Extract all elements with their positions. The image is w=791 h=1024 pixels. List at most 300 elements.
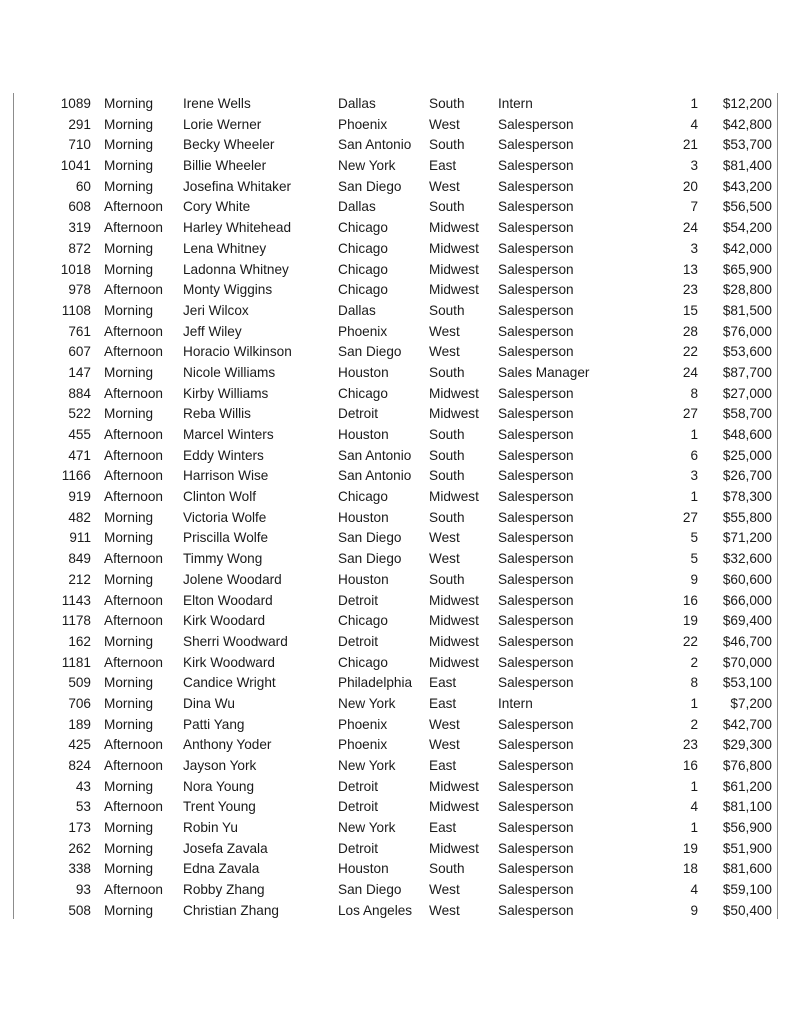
table-row [0,818,791,839]
city-cell: Philadelphia [338,675,413,691]
years-cell: 27 [682,509,698,525]
city-cell: Chicago [338,240,388,256]
city-cell: Chicago [338,220,388,236]
years-cell: 6 [690,447,698,463]
shift-cell: Morning [104,137,154,153]
employee-id-cell: 147 [68,364,91,380]
region-cell: West [429,716,460,732]
shift-cell: Morning [104,178,154,194]
region-cell: Midwest [429,489,479,505]
salary-cell: $42,000 [722,240,772,256]
salary-cell: $69,400 [722,613,772,629]
table-row [0,280,791,301]
shift-cell: Morning [104,633,154,649]
job-title-cell: Salesperson [498,199,574,215]
region-cell: Midwest [429,282,479,298]
region-cell: West [429,116,460,132]
city-cell: Phoenix [338,716,388,732]
years-cell: 22 [682,633,698,649]
employee-id-cell: 1181 [61,654,91,670]
job-title-cell: Salesperson [498,592,574,608]
job-title-cell: Salesperson [498,820,574,836]
job-title-cell: Salesperson [498,489,574,505]
employee-id-cell: 761 [68,323,91,339]
city-cell: Houston [338,427,389,442]
employee-id-cell: 173 [68,820,91,836]
years-cell: 8 [690,675,698,691]
salary-cell: $81,400 [722,158,772,174]
region-cell: South [429,447,465,463]
employee-name-cell: Josefina Whitaker [183,178,292,194]
salary-cell: $46,700 [722,633,772,649]
region-cell: West [429,882,460,898]
job-title-cell: Salesperson [498,261,574,277]
salary-cell: $56,500 [722,199,772,215]
employee-id-cell: 824 [68,758,91,773]
table-row [0,115,791,136]
region-cell: South [429,861,465,877]
shift-cell: Morning [104,902,154,918]
years-cell: 18 [682,861,698,877]
employee-id-cell: 262 [68,840,91,856]
shift-cell: Afternoon [104,323,163,339]
years-cell: 24 [682,364,698,380]
region-cell: West [429,344,460,360]
salary-cell: $43,200 [722,178,772,194]
table-row [0,591,791,612]
job-title-cell: Salesperson [498,282,574,298]
salary-cell: $42,800 [722,116,772,132]
employee-id-cell: 53 [75,799,91,815]
city-cell: Chicago [338,489,388,505]
employee-id-cell: 212 [68,571,91,587]
job-title-cell: Salesperson [498,861,574,877]
employee-id-cell: 162 [68,633,91,649]
employee-name-cell: Eddy Winters [183,447,264,463]
shift-cell: Afternoon [104,758,163,773]
shift-cell: Morning [104,261,154,277]
job-title-cell: Salesperson [498,571,574,587]
city-cell: San Antonio [338,468,412,484]
years-cell: 19 [682,613,698,629]
years-cell: 21 [682,137,698,153]
city-cell: Phoenix [338,116,388,132]
table-row [0,508,791,529]
shift-cell: Morning [104,406,154,422]
table-row [0,839,791,860]
employee-name-cell: Billie Wheeler [183,158,267,174]
table-row [0,322,791,343]
salary-cell: $56,900 [722,820,772,836]
employee-id-cell: 319 [68,220,91,236]
region-cell: Midwest [429,592,479,608]
employee-name-cell: Clinton Wolf [183,489,257,505]
salary-cell: $50,400 [722,902,772,918]
years-cell: 1 [690,427,698,442]
years-cell: 19 [682,840,698,856]
region-cell: East [429,758,457,773]
shift-cell: Morning [104,861,154,877]
table-row [0,735,791,756]
employee-id-cell: 1166 [61,468,91,484]
shift-cell: Afternoon [104,551,163,567]
salary-cell: $78,300 [722,489,772,505]
job-title-cell: Salesperson [498,344,574,360]
region-cell: West [429,178,460,194]
city-cell: Phoenix [338,323,388,339]
employee-name-cell: Josefa Zavala [183,840,268,856]
employee-name-cell: Elton Woodard [183,592,273,608]
shift-cell: Morning [104,571,154,587]
region-cell: West [429,530,460,546]
employee-id-cell: 43 [75,778,91,794]
region-cell: Midwest [429,613,479,629]
table-row [0,715,791,736]
table-row [0,301,791,322]
table-row [0,94,791,115]
table-row [0,632,791,653]
employee-name-cell: Priscilla Wolfe [183,530,269,546]
salary-cell: $76,800 [722,758,772,773]
region-cell: South [429,571,465,587]
years-cell: 22 [682,344,698,360]
employee-id-cell: 706 [68,695,91,711]
shift-cell: Afternoon [104,447,163,463]
region-cell: Midwest [429,220,479,236]
job-title-cell: Salesperson [498,323,574,339]
table-row [0,880,791,901]
job-title-cell: Salesperson [498,137,574,153]
years-cell: 3 [690,240,698,256]
salary-cell: $61,200 [722,778,772,794]
city-cell: Dallas [338,302,376,318]
employee-name-cell: Anthony Yoder [183,737,272,753]
region-cell: Midwest [429,240,479,256]
region-cell: Midwest [429,261,479,277]
job-title-cell: Salesperson [498,447,574,463]
years-cell: 1 [690,489,698,505]
years-cell: 4 [690,882,698,898]
table-row [0,487,791,508]
salary-cell: $65,900 [722,261,772,277]
employee-name-cell: Dina Wu [183,695,235,711]
table-row [0,466,791,487]
employee-id-cell: 1108 [61,302,91,318]
employee-name-cell: Marcel Winters [183,427,274,442]
job-title-cell: Salesperson [498,509,574,525]
city-cell: Detroit [338,633,379,649]
employee-id-cell: 849 [68,551,91,567]
salary-cell: $29,300 [722,737,772,753]
job-title-cell: Salesperson [498,613,574,629]
table-row [0,404,791,425]
employee-id-cell: 872 [68,240,91,256]
region-cell: East [429,158,457,174]
table-row [0,528,791,549]
job-title-cell: Salesperson [498,882,574,898]
years-cell: 1 [690,778,698,794]
table-row [0,177,791,198]
salary-cell: $26,700 [722,468,772,484]
years-cell: 3 [690,158,698,174]
city-cell: San Antonio [338,137,412,153]
job-title-cell: Salesperson [498,302,574,318]
city-cell: San Diego [338,178,402,194]
employee-id-cell: 338 [68,861,91,877]
job-title-cell: Salesperson [498,427,574,442]
employee-table [0,94,791,922]
shift-cell: Afternoon [104,613,163,629]
employee-name-cell: Kirby Williams [183,385,269,401]
employee-id-cell: 60 [75,178,91,194]
employee-name-cell: Horacio Wilkinson [183,344,292,360]
employee-id-cell: 93 [75,882,91,898]
years-cell: 9 [690,571,698,587]
job-title-cell: Salesperson [498,778,574,794]
job-title-cell: Sales Manager [498,364,590,380]
shift-cell: Afternoon [104,799,163,815]
years-cell: 27 [682,406,698,422]
salary-cell: $53,600 [722,344,772,360]
job-title-cell: Salesperson [498,220,574,236]
table-row [0,653,791,674]
job-title-cell: Intern [498,695,533,711]
employee-name-cell: Becky Wheeler [183,137,275,153]
region-cell: South [429,468,465,484]
table-row [0,342,791,363]
years-cell: 9 [690,902,698,918]
table-row [0,777,791,798]
table-row [0,549,791,570]
job-title-cell: Salesperson [498,654,574,670]
employee-id-cell: 1041 [60,158,91,174]
employee-id-cell: 291 [68,116,91,132]
region-cell: South [429,302,465,318]
region-cell: Midwest [429,633,479,649]
years-cell: 16 [682,592,698,608]
city-cell: Detroit [338,592,379,608]
table-row [0,425,791,446]
city-cell: Phoenix [338,737,388,753]
shift-cell: Morning [104,302,154,318]
job-title-cell: Salesperson [498,385,574,401]
salary-cell: $58,700 [722,406,772,422]
shift-cell: Morning [104,695,154,711]
city-cell: San Diego [338,530,402,546]
salary-cell: $48,600 [722,427,772,442]
city-cell: San Antonio [338,447,412,463]
city-cell: Chicago [338,613,388,629]
job-title-cell: Salesperson [498,178,574,194]
city-cell: Chicago [338,261,388,277]
region-cell: West [429,551,460,567]
employee-id-cell: 482 [68,509,91,525]
employee-id-cell: 919 [68,489,91,505]
salary-cell: $7,200 [730,695,772,711]
city-cell: Detroit [338,778,379,794]
employee-name-cell: Kirk Woodward [183,654,275,670]
job-title-cell: Salesperson [498,840,574,856]
employee-name-cell: Christian Zhang [183,902,279,918]
employee-name-cell: Jolene Woodard [183,571,282,587]
employee-name-cell: Lena Whitney [183,240,267,256]
shift-cell: Afternoon [104,654,163,670]
years-cell: 20 [682,178,698,194]
salary-cell: $76,000 [722,323,772,339]
salary-cell: $54,200 [722,220,772,236]
region-cell: Midwest [429,799,479,815]
employee-id-cell: 509 [68,675,91,691]
employee-id-cell: 425 [68,737,91,753]
years-cell: 5 [690,551,698,567]
years-cell: 5 [690,530,698,546]
city-cell: San Diego [338,551,402,567]
table-row [0,218,791,239]
years-cell: 1 [690,820,698,836]
region-cell: Midwest [429,654,479,670]
job-title-cell: Salesperson [498,240,574,256]
employee-id-cell: 884 [68,385,91,401]
employee-name-cell: Kirk Woodard [183,613,266,629]
city-cell: San Diego [338,882,402,898]
employee-name-cell: Lorie Werner [183,116,262,132]
region-cell: South [429,137,465,153]
city-cell: New York [338,695,396,711]
years-cell: 4 [690,116,698,132]
city-cell: Detroit [338,799,379,815]
employee-id-cell: 1018 [60,261,91,277]
shift-cell: Afternoon [104,882,163,898]
city-cell: Houston [338,571,389,587]
years-cell: 8 [690,385,698,401]
employee-name-cell: Cory White [183,199,251,215]
salary-cell: $81,100 [722,799,772,815]
salary-cell: $81,500 [722,302,772,318]
job-title-cell: Salesperson [498,675,574,691]
employee-name-cell: Monty Wiggins [183,282,273,298]
shift-cell: Morning [104,778,154,794]
shift-cell: Afternoon [104,427,163,442]
city-cell: Houston [338,861,389,877]
salary-cell: $27,000 [722,385,772,401]
table-row [0,694,791,715]
salary-cell: $42,700 [722,716,772,732]
salary-cell: $53,700 [722,137,772,153]
employee-name-cell: Nicole Williams [183,364,276,380]
salary-cell: $51,900 [722,840,772,856]
shift-cell: Morning [104,820,154,836]
shift-cell: Morning [104,158,154,174]
table-row [0,384,791,405]
employee-name-cell: Robby Zhang [183,882,265,898]
table-row [0,859,791,880]
employee-name-cell: Nora Young [183,778,255,794]
employee-name-cell: Trent Young [183,799,256,815]
years-cell: 4 [690,799,698,815]
employee-id-cell: 911 [69,530,91,546]
region-cell: West [429,737,460,753]
job-title-cell: Salesperson [498,406,574,422]
city-cell: Los Angeles [338,902,413,918]
years-cell: 24 [682,220,698,236]
city-cell: New York [338,158,396,174]
employee-id-cell: 608 [68,199,91,215]
employee-id-cell: 522 [68,406,91,422]
employee-id-cell: 607 [68,344,91,360]
employee-name-cell: Reba Willis [183,406,251,422]
table-row [0,570,791,591]
shift-cell: Morning [104,716,154,732]
employee-name-cell: Jayson York [183,758,257,773]
shift-cell: Morning [104,509,154,525]
years-cell: 13 [682,261,698,277]
employee-id-cell: 1143 [61,592,91,608]
city-cell: Dallas [338,96,376,111]
city-cell: Chicago [338,385,388,401]
job-title-cell: Salesperson [498,737,574,753]
shift-cell: Afternoon [104,282,163,298]
city-cell: Chicago [338,654,388,670]
employee-name-cell: Edna Zavala [183,861,260,877]
region-cell: South [429,364,465,380]
years-cell: 16 [682,758,698,773]
region-cell: South [429,96,465,111]
years-cell: 23 [682,737,698,753]
table-row [0,446,791,467]
employee-id-cell: 1178 [61,613,91,629]
employee-name-cell: Robin Yu [183,820,238,836]
shift-cell: Morning [104,96,154,111]
employee-id-cell: 455 [68,427,91,442]
job-title-cell: Salesperson [498,633,574,649]
shift-cell: Morning [104,840,154,856]
shift-cell: Morning [104,675,154,691]
salary-cell: $55,800 [722,509,772,525]
region-cell: West [429,902,460,918]
salary-cell: $25,000 [722,447,772,463]
table-row [0,673,791,694]
salary-cell: $87,700 [722,364,772,380]
shift-cell: Afternoon [104,220,163,236]
region-cell: South [429,427,465,442]
years-cell: 1 [690,96,698,111]
table-row [0,363,791,384]
salary-cell: $81,600 [722,861,772,877]
table-row [0,901,791,922]
employee-name-cell: Timmy Wong [183,551,263,567]
table-row [0,756,791,777]
employee-name-cell: Jeff Wiley [183,323,242,339]
job-title-cell: Salesperson [498,799,574,815]
employee-name-cell: Candice Wright [183,675,276,691]
table-row [0,156,791,177]
salary-cell: $53,100 [722,675,772,691]
job-title-cell: Salesperson [498,530,574,546]
employee-id-cell: 710 [68,137,91,153]
salary-cell: $32,600 [722,551,772,567]
years-cell: 2 [690,716,698,732]
region-cell: East [429,695,457,711]
table-row [0,260,791,281]
table-row [0,611,791,632]
salary-cell: $12,200 [722,96,772,111]
salary-cell: $60,600 [722,571,772,587]
city-cell: Chicago [338,282,388,298]
city-cell: Detroit [338,406,379,422]
employee-name-cell: Jeri Wilcox [183,302,249,318]
shift-cell: Afternoon [104,385,163,401]
employee-id-cell: 978 [68,282,91,298]
